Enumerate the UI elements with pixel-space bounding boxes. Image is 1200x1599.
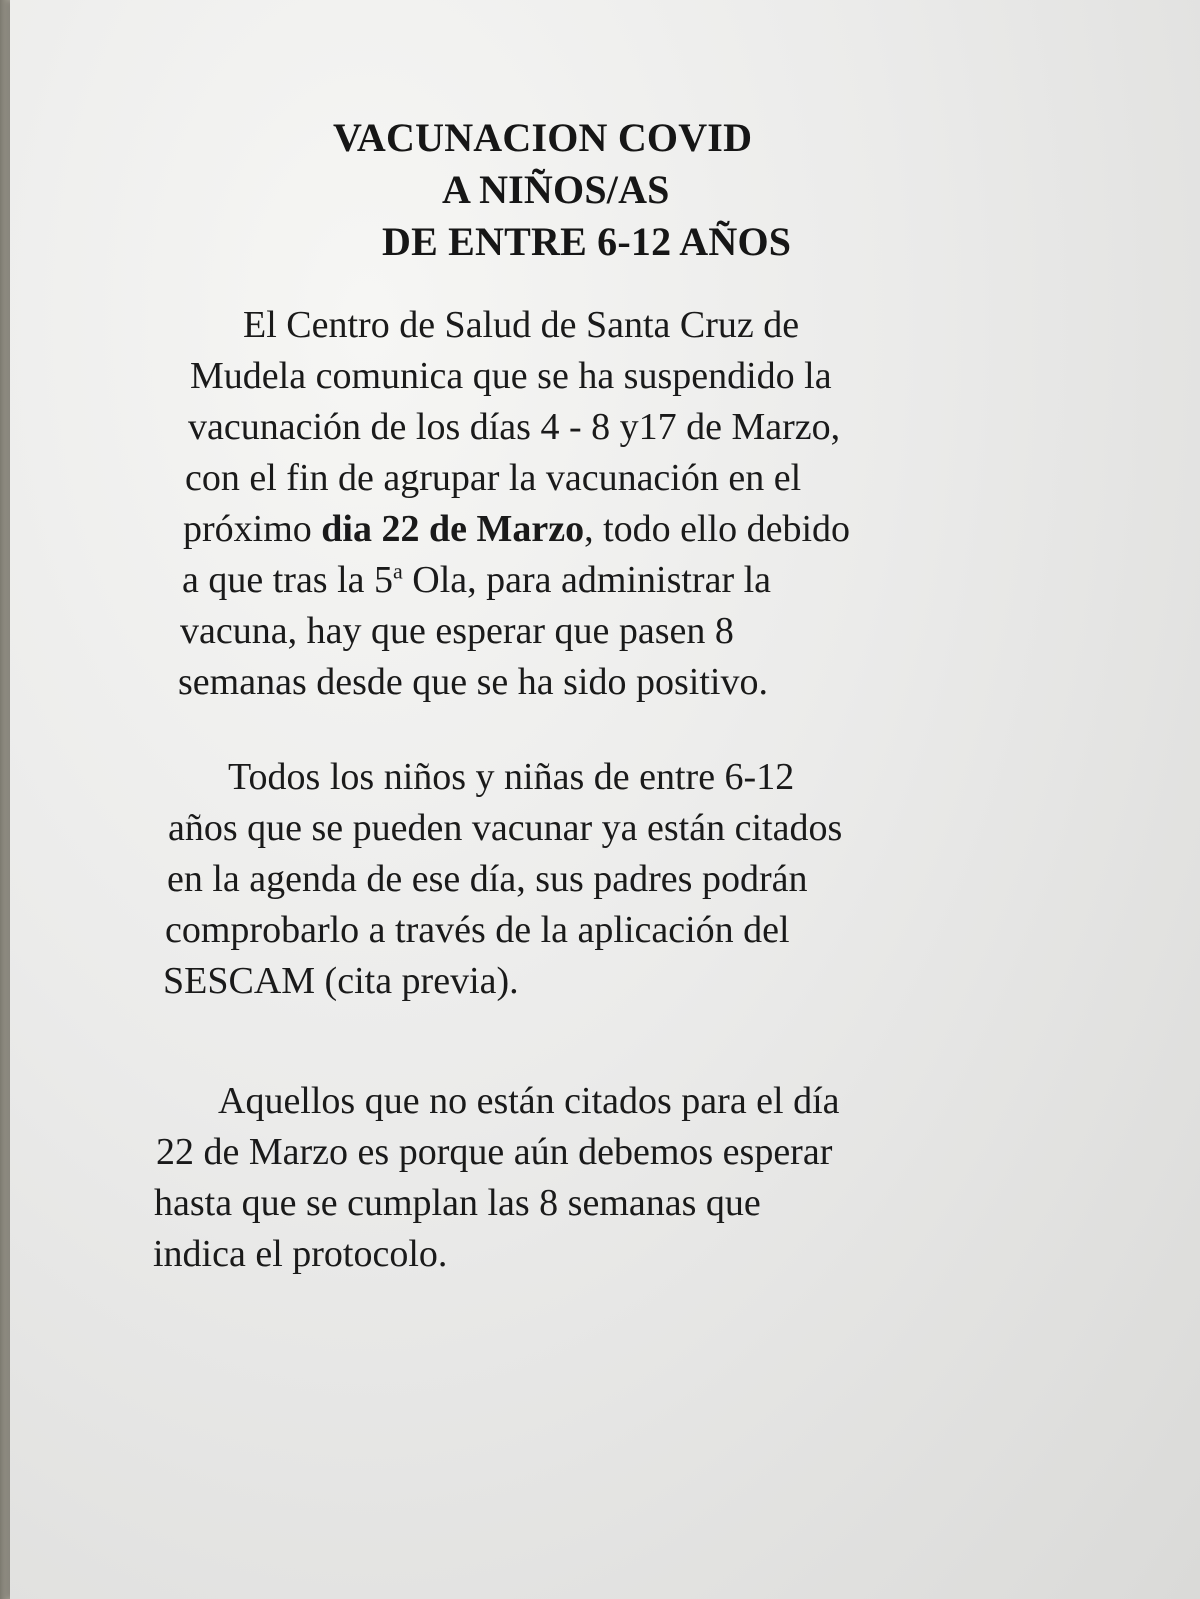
paragraph-line: hasta que se cumplan las 8 semanas que [154, 1182, 761, 1224]
paragraph-text: próximo [183, 508, 322, 550]
paragraph-line: semanas desde que se ha sido positivo. [178, 661, 768, 703]
vaccination-date-bold: dia 22 de Marzo [321, 508, 585, 550]
paragraph-text: Ola, para administrar la [402, 559, 772, 601]
paragraph-line: indica el protocolo. [153, 1233, 448, 1275]
paragraph-not-cited [153, 1076, 840, 1280]
paragraph-line [182, 555, 850, 606]
paragraph-line: años que se pueden vacunar ya están citados [168, 807, 843, 849]
paragraph-line: en la agenda de ese día, sus padres podrán [167, 858, 808, 900]
title-line-1: VACUNACION COVID [333, 115, 753, 160]
paragraph-line: Mudela comunica que se ha suspendido la [190, 355, 832, 397]
paragraph-line: vacunación de los días 4 - 8 y17 de Marzo, [188, 406, 841, 448]
paragraph-appointments [163, 752, 843, 1007]
paragraph-line: SESCAM (cita previa). [163, 960, 519, 1002]
paragraph-line: Aquellos que no están citados para el día [218, 1080, 840, 1122]
title-line-2: A NIÑOS/AS [442, 167, 670, 212]
paragraph-line: comprobarlo a través de la aplicación del [165, 909, 790, 951]
paragraph-text: a que tras la 5 [182, 559, 394, 601]
ordinal-superscript: a [393, 558, 403, 584]
paragraph-line: Todos los niños y niñas de entre 6-12 [228, 756, 795, 798]
notice-paper [10, 0, 1200, 1599]
paragraph-suspension [178, 300, 851, 708]
paragraph-line [183, 504, 850, 555]
paragraph-line: 22 de Marzo es porque aún debemos esperar [156, 1131, 833, 1173]
paragraph-line: vacuna, hay que esperar que pasen 8 [180, 610, 734, 652]
title-line-3: DE ENTRE 6-12 AÑOS [382, 219, 792, 264]
paragraph-line: con el fin de agrupar la vacunación en el [185, 457, 802, 499]
paragraph-text: , todo ello debido [584, 508, 851, 550]
paragraph-line: El Centro de Salud de Santa Cruz de [243, 304, 800, 346]
